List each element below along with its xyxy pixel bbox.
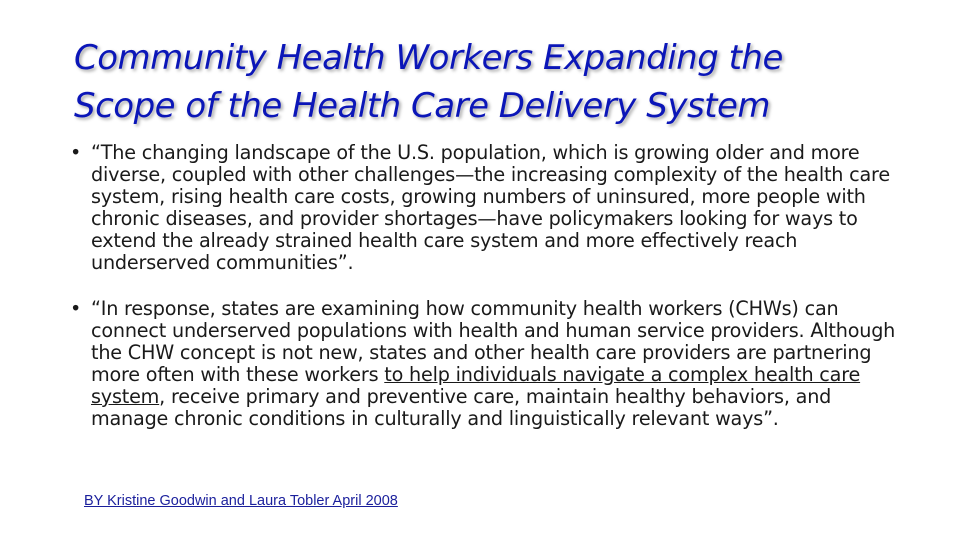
bullet-text-response-start: “In response, states are examining how community health workers (CHWs) can connect underserved populations with health and human service providers. Although the CHW concept is not new, states and other health care providers are partnering more often with these workers: [91, 297, 896, 386]
citation-link[interactable]: BY Kristine Goodwin and Laura Tobler April 2008: [84, 493, 398, 509]
bullet-dot-icon: •: [70, 297, 82, 320]
slide-title: [74, 34, 874, 130]
slide-title-line-2: Scope of the Health Care Delivery System: [74, 86, 771, 126]
bullet-text-underlined-phrase: to help individuals navigate a complex health care system: [91, 363, 861, 408]
bullet-text-response-end: , receive primary and preventive care, maintain healthy behaviors, and manage chronic conditions in culturally and linguistically relevant ways”.: [91, 385, 832, 430]
slide-title-line-1: Community Health Workers Expanding the: [74, 38, 783, 78]
bullet-text-landscape: “The changing landscape of the U.S. population, which is growing older and more diverse, coupled with other challenges—the increasing complexity of the health care system, rising health care costs, growing numbers of uninsured, more people with chronic diseases, and provider shortages—have policymakers looking for ways to extend the already strained health care system and more effectively reach underserved communities”.: [91, 141, 890, 274]
bullet-item-landscape: [70, 142, 900, 274]
bullet-list: [70, 142, 900, 430]
bullet-dot-icon: •: [70, 141, 82, 164]
bullet-item-response: [70, 298, 900, 430]
